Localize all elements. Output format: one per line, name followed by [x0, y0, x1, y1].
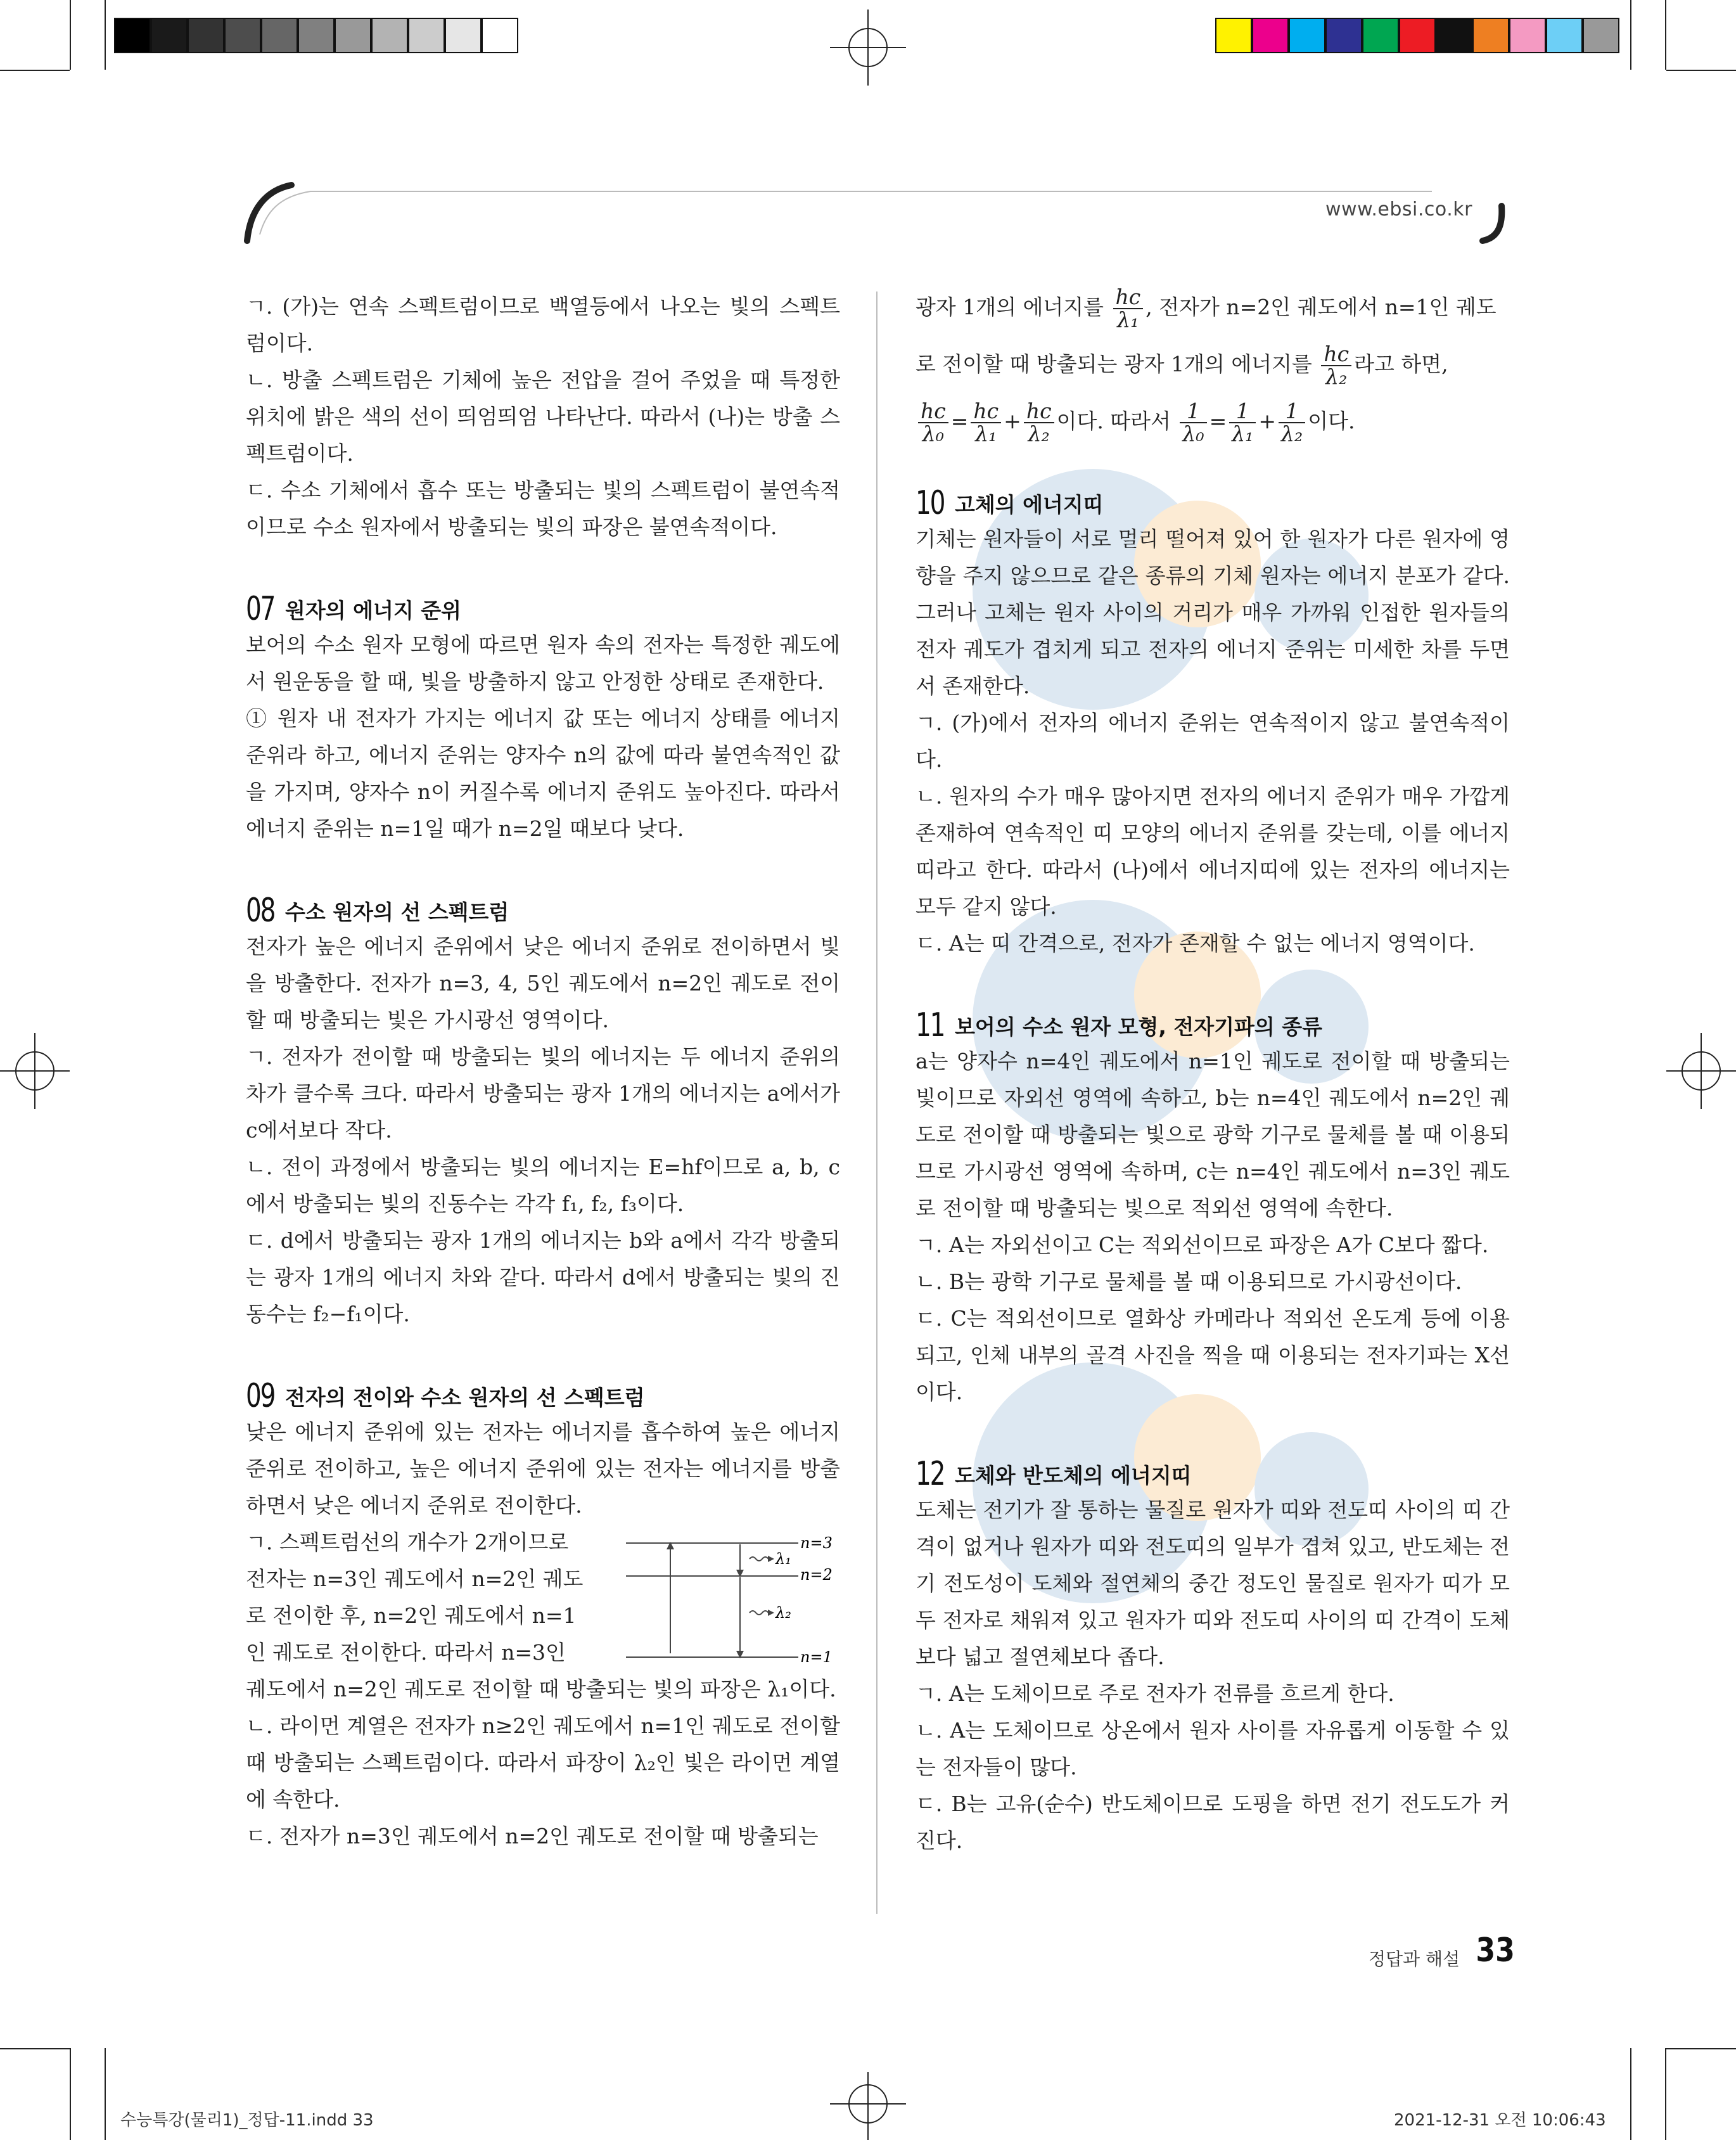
left-column	[246, 288, 840, 1855]
paragraph: ① 원자 내 전자가 가지는 에너지 값 또는 에너지 상태를 에너지 준위라 하고, 에너지 준위는 양자수 n의 값에 따라 불연속적인 값을 가지며, 양자수 n이 커질수록 에너지 준위도 높아진다. 따라서 에너지 준위는 n=1일 때가 n=2일 때보다 낮다.	[246, 706, 840, 841]
paragraph: ㄱ. A는 도체이므로 주로 전자가 전류를 흐르게 한다.	[916, 1681, 1395, 1706]
crop-mark	[105, 2048, 106, 2140]
paragraph: 낮은 에너지 준위에 있는 전자는 에너지를 흡수하여 높은 에너지 준위로 전이하고, 높은 에너지 준위에 있는 전자는 에너지를 방출하면서 낮은 에너지 준위로 전이한다.	[246, 1419, 840, 1518]
color-swatch	[1362, 18, 1399, 53]
paragraph: ㄱ. (가)는 연속 스펙트럼이므로 백열등에서 나오는 빛의 스펙트럼이다.	[246, 294, 840, 356]
color-swatch	[188, 18, 224, 53]
fraction: $\frac{1}{\text{λ₀}}$	[1180, 400, 1206, 445]
section-number: 08	[246, 892, 275, 930]
paragraph: ㄷ. A는 띠 간격으로, 전자가 존재할 수 없는 에너지 영역이다.	[916, 931, 1475, 956]
crop-mark	[1630, 2048, 1631, 2140]
print-timestamp: 2021-12-31 오전 10:06:43	[1394, 2111, 1606, 2130]
energy-level-diagram	[626, 1530, 841, 1670]
fraction: $\frac{hc}{\text{λ₂}}$	[1321, 343, 1351, 388]
color-swatch	[261, 18, 298, 53]
color-swatch	[1472, 18, 1509, 53]
paragraph: ㄴ. B는 광학 기구로 물체를 볼 때 이용되므로 가시광선이다.	[916, 1269, 1462, 1294]
figure-text-line: 로 전이한 후, n=2인 궤도에서 n=1	[246, 1603, 577, 1628]
section-heading: 전자의 전이와 수소 원자의 선 스펙트럼	[285, 1385, 645, 1410]
crop-mark	[105, 0, 106, 70]
wave-icon	[750, 1557, 769, 1561]
fraction: $\frac{hc}{\text{λ₁}}$	[971, 400, 1001, 445]
fraction: $\frac{hc}{\text{λ₁}}$	[1113, 286, 1144, 331]
fraction: $\frac{1}{\text{λ₁}}$	[1229, 400, 1256, 445]
paragraph: ㄴ. 라이먼 계열은 전자가 n≥2인 궤도에서 n=1인 궤도로 전이할 때 방출되는 스펙트럼이다. 따라서 파장이 λ₂인 빛은 라이먼 계열에 속한다.	[246, 1714, 840, 1812]
section-heading: 도체와 반도체의 에너지띠	[955, 1463, 1192, 1488]
level-label: n=3	[800, 1534, 833, 1552]
wavelength-label: λ₂	[775, 1604, 791, 1622]
level-label: n=2	[800, 1566, 833, 1584]
color-swatch	[445, 18, 482, 53]
section-title	[916, 477, 1510, 521]
section-number: 11	[916, 1006, 945, 1044]
section-title	[246, 1369, 840, 1414]
fraction: $\frac{hc}{\text{λ₀}}$	[918, 400, 948, 445]
paragraph: 전자가 높은 에너지 준위에서 낮은 에너지 준위로 전이하면서 빛을 방출한다. 전자가 n=3, 4, 5인 궤도에서 n=2인 궤도로 전이할 때 방출되는 빛은 가시광선 영역이다.	[246, 934, 840, 1032]
paragraph: ㄴ. 방출 스펙트럼은 기체에 높은 전압을 걸어 주었을 때 특정한 위치에 밝은 색의 선이 띄엄띄엄 나타난다. 따라서 (나)는 방출 스펙트럼이다.	[246, 368, 840, 466]
crop-mark	[1665, 0, 1666, 70]
color-swatch	[1399, 18, 1436, 53]
registration-mark-icon	[830, 10, 906, 86]
color-swatch	[408, 18, 445, 53]
figure-block	[246, 1524, 840, 1671]
paragraph: a는 양자수 n=4인 궤도에서 n=1인 궤도로 전이할 때 방출되는 빛이므로 자외선 영역에 속하고, b는 n=4인 궤도에서 n=2인 궤도로 전이할 때 방출되는 빛으로 광학 기구로 물체를 볼 때 이용되므로 가시광선 영역에 속하며, c는 n=4인 궤도에서 n=3인 궤도로 전이할 때 방출되는 빛으로 적외선 영역에 속한다.	[916, 1049, 1510, 1221]
color-swatch	[1436, 18, 1472, 53]
color-swatch	[1509, 18, 1546, 53]
paragraph: ㄷ. 전자가 n=3인 궤도에서 n=2인 궤도로 전이할 때 방출되는	[246, 1824, 819, 1848]
color-swatch	[1546, 18, 1583, 53]
paragraph: ㄷ. d에서 방출되는 광자 1개의 에너지는 b와 a에서 각각 방출되는 광자 1개의 에너지 차와 같다. 따라서 d에서 방출되는 빛의 진동수는 f₂−f₁이다.	[246, 1228, 840, 1326]
figure-text-line: 전자는 n=3인 궤도에서 n=2인 궤도	[246, 1567, 584, 1591]
color-swatch	[151, 18, 188, 53]
paragraph: ㄱ. 전자가 전이할 때 방출되는 빛의 에너지는 두 에너지 준위의 차가 클수록 크다. 따라서 방출되는 광자 1개의 에너지는 a에서가 c에서보다 작다.	[246, 1044, 840, 1143]
paragraph: 도체는 전기가 잘 통하는 물질로 원자가 띠와 전도띠 사이의 띠 간격이 없거나 원자가 띠와 전도띠의 일부가 겹쳐 있고, 반도체는 전기 전도성이 도체와 절연체의 중간 정도인 물질로 원자가 띠가 모두 전자로 채워져 있고 원자가 띠와 전도띠 사이의 띠 간격이 도체보다 넓고 절연체보다 좁다.	[916, 1497, 1510, 1669]
color-swatch	[335, 18, 371, 53]
color-swatch	[1252, 18, 1289, 53]
equation-line: $\frac{hc}{\text{λ₀}}$ = $\frac{hc}{\text{λ₁}}$ + $\frac{hc}{\text{λ₂}}$ 이다. 따라서 $\frac{1}{\text{λ₀}}$ = $\frac{1}{\text{λ₁}}$ + $\frac{1}{\text{λ₂}}$ 이다.	[916, 400, 1510, 445]
column-divider	[876, 292, 878, 1914]
figure-text-line: ㄱ. 스펙트럼선의 개수가 2개이므로	[246, 1530, 569, 1554]
right-column	[916, 286, 1510, 1859]
crop-mark	[1666, 70, 1736, 71]
figure-text-line: 인 궤도로 전이한다. 따라서 n=3인	[246, 1640, 566, 1665]
crop-mark	[1666, 2048, 1736, 2049]
section-title	[246, 884, 840, 928]
file-slug: 수능특강(물리1)_정답-11.indd 33	[120, 2111, 374, 2130]
page-number: 33	[1476, 1932, 1515, 1970]
section-heading: 수소 원자의 선 스펙트럼	[285, 900, 509, 925]
equation-line: 로 전이할 때 방출되는 광자 1개의 에너지를 $\frac{hc}{\text{λ₂}}$ 라고 하면,	[916, 342, 1448, 389]
wavelength-label: λ₁	[775, 1550, 791, 1568]
section-heading: 보어의 수소 원자 모형, 전자기파의 종류	[955, 1015, 1323, 1039]
equation-line: 광자 1개의 에너지를 $\frac{hc}{\text{λ₁}}$ , 전자가 n=2인 궤도에서 n=1인 궤도	[916, 285, 1497, 332]
registration-mark-icon	[1666, 1033, 1736, 1109]
color-swatch	[114, 18, 151, 53]
registration-mark-icon	[830, 2072, 906, 2140]
fraction: $\frac{hc}{\text{λ₂}}$	[1024, 400, 1054, 445]
section-title	[246, 582, 840, 627]
section-number: 07	[246, 590, 275, 628]
footer-label: 정답과 해설	[1369, 1949, 1460, 1970]
section-heading: 고체의 에너지띠	[955, 492, 1104, 517]
paragraph: 궤도에서 n=2인 궤도로 전이할 때 방출되는 빛의 파장은 λ₁이다.	[246, 1677, 836, 1701]
color-bar	[1215, 18, 1619, 53]
color-swatch	[224, 18, 261, 53]
color-swatch	[1325, 18, 1362, 53]
site-url: www.ebsi.co.kr	[1325, 198, 1472, 221]
crop-mark	[70, 2048, 71, 2140]
color-swatch	[298, 18, 335, 53]
paragraph: ㄴ. 전이 과정에서 방출되는 빛의 에너지는 E=hf이므로 a, b, c에서 방출되는 빛의 진동수는 각각 f₁, f₂, f₃이다.	[246, 1155, 840, 1216]
wave-icon	[750, 1611, 769, 1615]
color-swatch	[1215, 18, 1252, 53]
figure-text	[246, 1524, 601, 1671]
color-swatch	[482, 18, 518, 53]
section-number: 12	[916, 1455, 945, 1493]
section-number: 09	[246, 1377, 275, 1415]
crop-mark	[70, 0, 71, 70]
crop-mark	[0, 2048, 70, 2049]
color-swatch	[1583, 18, 1619, 53]
crop-mark	[1630, 0, 1631, 70]
paragraph: ㄱ. (가)에서 전자의 에너지 준위는 연속적이지 않고 불연속적이다.	[916, 710, 1510, 772]
paragraph: ㄴ. A는 도체이므로 상온에서 원자 사이를 자유롭게 이동할 수 있는 전자들이 많다.	[916, 1718, 1510, 1779]
level-label: n=1	[800, 1648, 833, 1666]
fraction: $\frac{1}{\text{λ₂}}$	[1279, 400, 1305, 445]
paragraph: ㄷ. 수소 기체에서 흡수 또는 방출되는 빛의 스펙트럼이 불연속적이므로 수소 원자에서 방출되는 빛의 파장은 불연속적이다.	[246, 478, 840, 539]
paragraph: ㄱ. A는 자외선이고 C는 적외선이므로 파장은 A가 C보다 짧다.	[916, 1233, 1489, 1257]
paragraph: ㄷ. C는 적외선이므로 열화상 카메라나 적외선 온도계 등에 이용되고, 인체 내부의 골격 사진을 찍을 때 이용되는 전자기파는 X선이다.	[916, 1306, 1510, 1404]
color-swatch	[371, 18, 408, 53]
crop-mark	[0, 70, 70, 71]
paragraph: ㄷ. B는 고유(순수) 반도체이므로 도핑을 하면 전기 전도도가 커진다.	[916, 1791, 1510, 1853]
registration-mark-icon	[0, 1033, 70, 1109]
crop-mark	[1665, 2048, 1666, 2140]
paragraph: 기체는 원자들이 서로 멀리 떨어져 있어 한 원자가 다른 원자에 영향을 주지 않으므로 같은 종류의 기체 원자는 에너지 분포가 같다. 그러나 고체는 원자 사이의 거리가 매우 가까워 인접한 원자들의 전자 궤도가 겹치게 되고 전자의 에너지 준위는 미세한 차를 두면서 존재한다.	[916, 527, 1510, 698]
section-number: 10	[916, 484, 945, 522]
paragraph: 보어의 수소 원자 모형에 따르면 원자 속의 전자는 특정한 궤도에서 원운동을 할 때, 빛을 방출하지 않고 안정한 상태로 존재한다.	[246, 632, 840, 694]
grayscale-bar	[114, 18, 518, 53]
section-heading: 원자의 에너지 준위	[285, 598, 462, 623]
section-title	[916, 1447, 1510, 1492]
section-title	[916, 999, 1510, 1043]
color-swatch	[1289, 18, 1325, 53]
paragraph: ㄴ. 원자의 수가 매우 많아지면 전자의 에너지 준위가 매우 가깝게 존재하여 연속적인 띠 모양의 에너지 준위를 갖는데, 이를 에너지띠라고 한다. 따라서 (나)에서 에너지띠에 있는 전자의 에너지는 모두 같지 않다.	[916, 784, 1510, 919]
